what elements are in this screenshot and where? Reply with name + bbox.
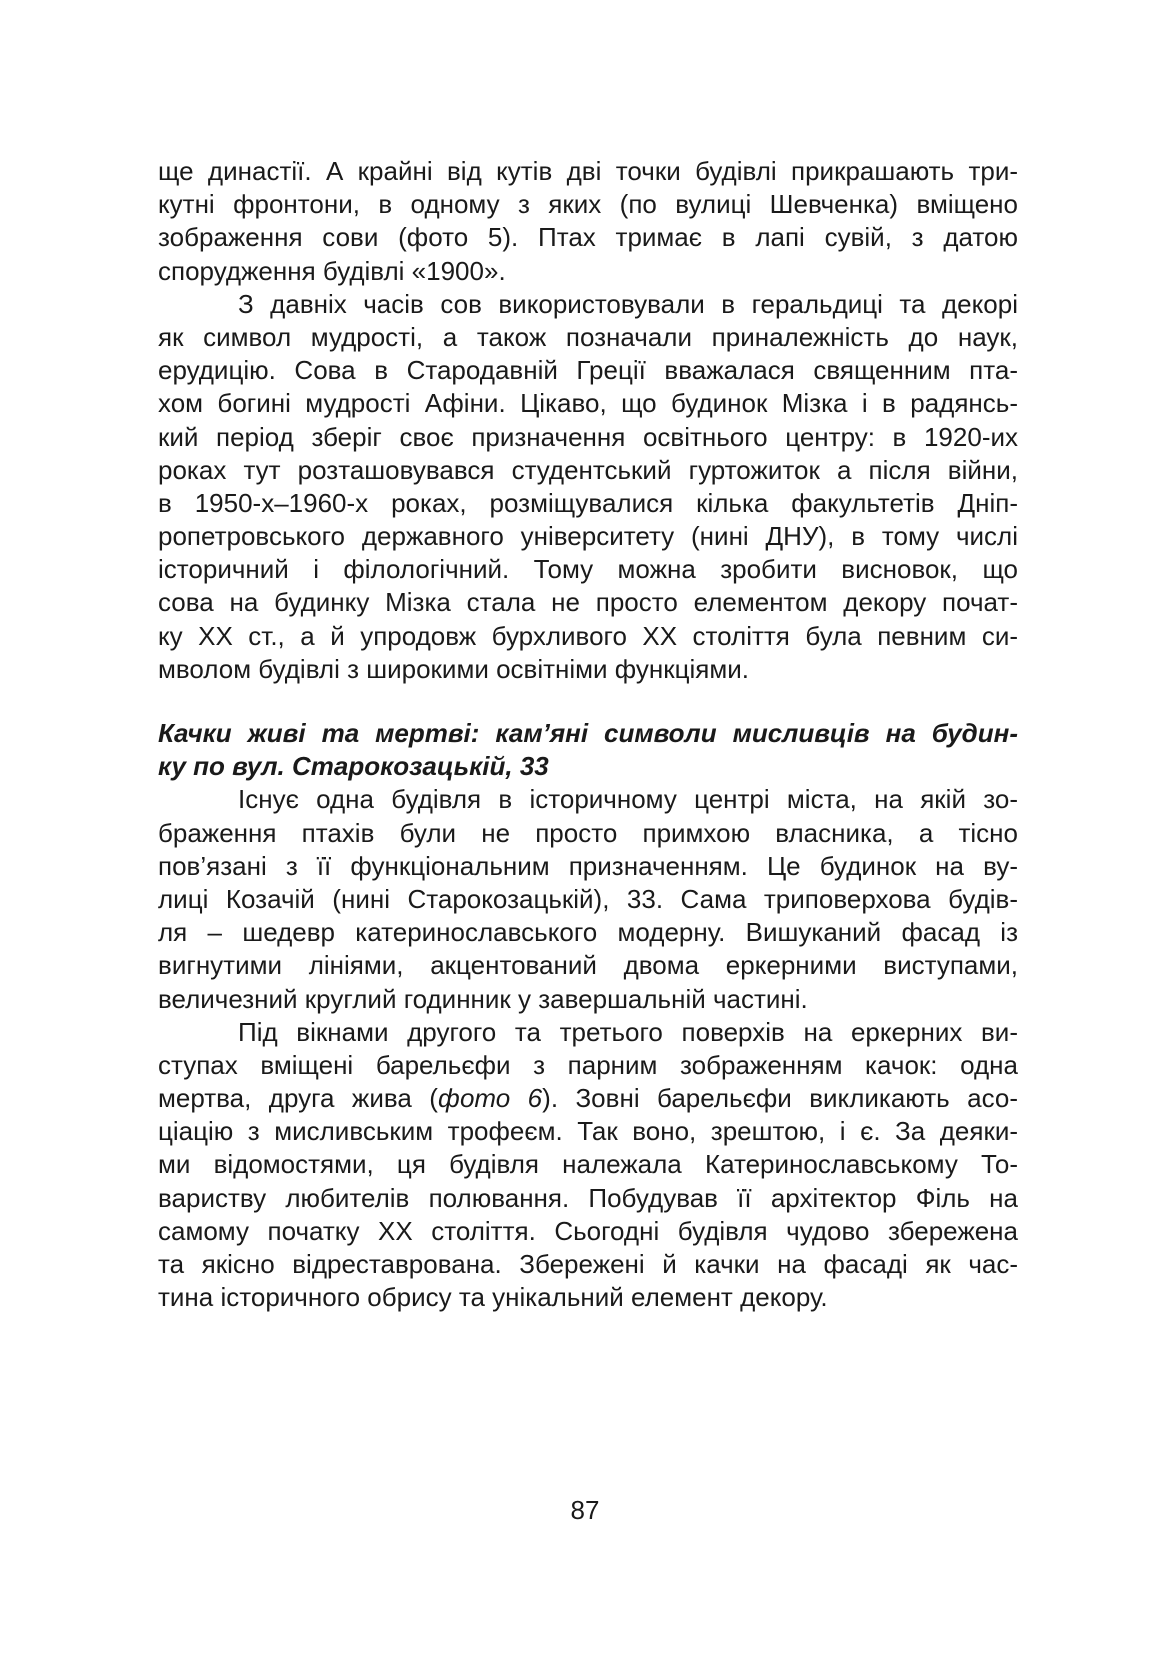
text-line: З давніх часів сов використовували в геральдиці та декорі <box>238 288 1018 319</box>
text-line: кутні фронтони, в одному з яких (по вулиці Шевченка) вміщено <box>158 189 1018 220</box>
text-line: зображення сови (фото 5). Птах тримає в лапі сувій, з датою <box>158 222 1018 253</box>
section-heading <box>158 717 1018 783</box>
text-line: величезний круглий годинник у завершальній частині. <box>158 983 808 1014</box>
heading-line: Качки живі та мертві: кам’яні символи мисливців на будин- <box>158 718 1018 748</box>
text-line: вариству любителів полювання. Побудував її архітектор Філь на <box>158 1182 1018 1213</box>
text-line: ще династії. А крайні від кутів дві точки будівлі прикрашають три- <box>158 156 1018 186</box>
text-line: самому початку XX століття. Сьогодні будівля чудово збережена <box>158 1215 1018 1246</box>
text-line: ціацію з мисливським трофеєм. Так воно, зрештою, і є. За деяки- <box>158 1116 1018 1147</box>
text-line: ропетровського державного університету (нині ДНУ), в тому числі <box>158 521 1018 552</box>
paragraph-1 <box>158 155 1018 288</box>
text-line: ступах вміщені барельєфи з парним зображенням качок: одна <box>158 1049 1018 1080</box>
text-line: історичний і філологічний. Тому можна зробити висновок, що <box>158 554 1018 585</box>
text-line: ля – шедевр катеринославського модерну. Вишуканий фасад із <box>158 917 1018 948</box>
text-line: мволом будівлі з широкими освітніми функціями. <box>158 653 749 684</box>
text-line: ми відомостями, ця будівля належала Катеринославському То- <box>158 1149 1018 1180</box>
text-fragment: мертва, друга жива ( <box>158 1083 438 1114</box>
paragraph-3 <box>158 783 1018 1015</box>
text-line <box>158 1082 1018 1115</box>
text-line: лиці Козачій (нині Старокозацькій), 33. Сама триповерхова будів- <box>158 883 1018 914</box>
heading-line: ку по вул. Старокозацькій, 33 <box>158 751 549 782</box>
text-line: в 1950-х–1960-х роках, розміщувалися кілька факультетів Дніп- <box>158 487 1018 518</box>
text-line: кий період зберіг своє призначення освітнього центру: в 1920-их <box>158 421 1018 452</box>
text-line: як символ мудрості, а також позначали приналежність до наук, <box>158 321 1018 352</box>
paragraph-4 <box>158 1016 1018 1315</box>
text-line: тина історичного обрису та унікальний елемент декору. <box>158 1282 828 1313</box>
text-line: Існує одна будівля в історичному центрі міста, на якій зо- <box>238 784 1018 815</box>
page-body <box>158 155 1018 1314</box>
text-line: Під вікнами другого та третього поверхів на еркерних ви- <box>238 1016 1018 1047</box>
text-line: вигнутими лініями, акцентований двома еркерними виступами, <box>158 950 1018 981</box>
text-line: ерудицію. Сова в Стародавній Греції вважалася священним пта- <box>158 355 1018 386</box>
photo-reference: фото 6 <box>437 1083 543 1114</box>
text-line: сова на будинку Мізка стала не просто елементом декору почат- <box>158 587 1018 618</box>
text-line: браження птахів були не просто примхою власника, а тісно <box>158 817 1018 848</box>
text-line: пов’язані з її функціональним призначенням. Це будинок на ву- <box>158 850 1018 881</box>
text-line: спорудження будівлі «1900». <box>158 255 506 286</box>
text-line: хом богині мудрості Афіни. Цікаво, що будинок Мізка і в радянсь- <box>158 388 1018 419</box>
page-number: 87 <box>570 1495 600 1525</box>
text-line: роках тут розташовувався студентський гуртожиток а після війни, <box>158 454 1018 485</box>
text-fragment: ). Зовні барельєфи викликають асо- <box>542 1083 1018 1114</box>
text-line: та якісно відреставрована. Збережені й качки на фасаді як час- <box>158 1249 1018 1279</box>
text-line: ку XX ст., а й упродовж бурхливого XX століття була певним си- <box>158 620 1018 651</box>
paragraph-2 <box>158 288 1018 686</box>
